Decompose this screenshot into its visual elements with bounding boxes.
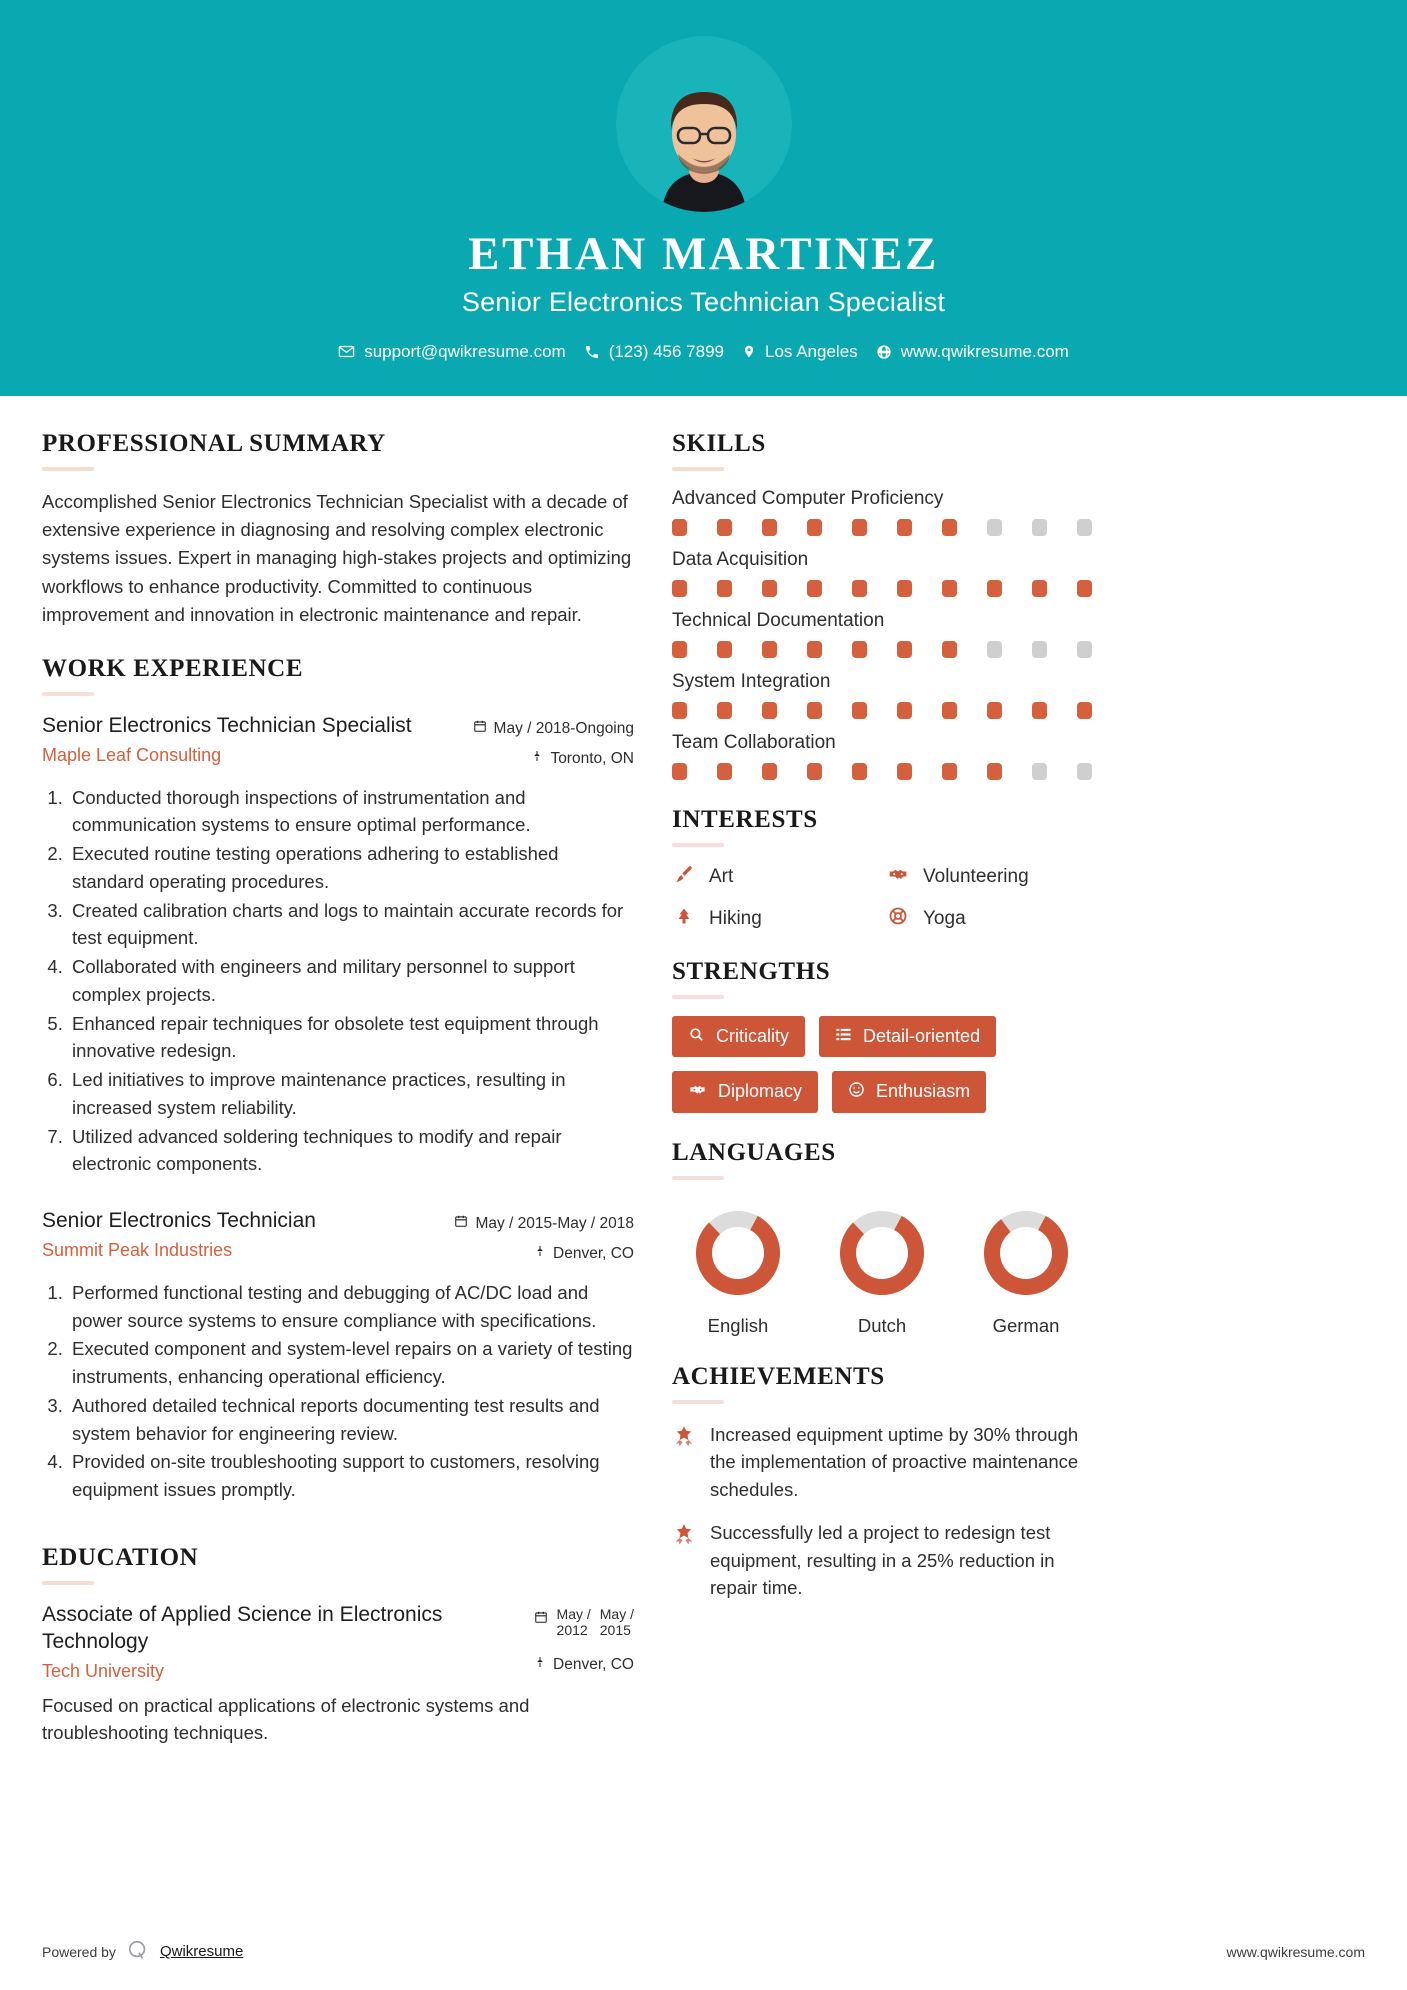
- skill-dot-empty: [1032, 763, 1047, 780]
- skill-dot-empty: [1032, 641, 1047, 658]
- skill-dot-filled: [897, 763, 912, 780]
- bullet-item: 4. Collaborated with engineers and military personnel to support complex projects.: [68, 953, 634, 1009]
- skill-name: Data Acquisition: [672, 548, 809, 570]
- edu-start-year: 2012: [556, 1622, 588, 1639]
- skill-dot-filled: [807, 580, 822, 597]
- bullet-item: 3. Created calibration charts and logs to maintain accurate records for test equipment.: [68, 897, 634, 953]
- paintbrush-icon: [672, 864, 696, 890]
- bullet-item: 2. Executed component and system-level repairs on a variety of testing instruments, enhancing operational efficiency.: [68, 1335, 634, 1391]
- contact-email[interactable]: [338, 342, 566, 362]
- skill-dot-filled: [1077, 702, 1092, 719]
- skill-item: [672, 488, 1092, 536]
- interests-grid: [672, 864, 1092, 932]
- language-donut-chart: [980, 1207, 1072, 1299]
- section-divider: [42, 692, 94, 696]
- handshake-icon: [886, 864, 910, 890]
- job-dates-text: May / 2018-Ongoing: [493, 720, 634, 738]
- section-divider: [42, 467, 94, 471]
- skill-dot-empty: [1077, 641, 1092, 658]
- bullet-item: 2. Executed routine testing operations adhering to established standard operating procedures.: [68, 840, 634, 896]
- interest-item: [886, 906, 1092, 932]
- lifebuoy-icon: [886, 906, 910, 932]
- handshake-icon: [688, 1081, 707, 1103]
- skill-dot-filled: [942, 763, 957, 780]
- contact-website[interactable]: [876, 342, 1069, 362]
- skill-dot-filled: [852, 580, 867, 597]
- contact-location[interactable]: [742, 342, 858, 362]
- company-name: Maple Leaf Consulting: [42, 744, 222, 765]
- section-work-experience: [42, 655, 634, 1504]
- right-column: [672, 430, 1092, 1917]
- skill-dot-filled: [897, 519, 912, 536]
- phone-icon: [584, 344, 600, 360]
- section-divider: [672, 1400, 724, 1404]
- skill-dot-filled: [807, 763, 822, 780]
- powered-by-block: [42, 1939, 243, 1964]
- calendar-icon: [454, 1212, 468, 1237]
- interest-item: [886, 864, 1092, 890]
- pin-icon: [534, 1653, 546, 1678]
- skill-dot-empty: [1077, 519, 1092, 536]
- language-item: [678, 1207, 798, 1337]
- avatar: [616, 36, 792, 212]
- interests-heading: INTERESTS: [672, 805, 818, 833]
- skill-dot-filled: [942, 641, 957, 658]
- star-badge-icon: [672, 1519, 696, 1549]
- section-professional-summary: [42, 430, 634, 629]
- strength-label: Detail-oriented: [863, 1025, 981, 1046]
- achievement-item: [672, 1519, 1092, 1601]
- strength-chip-diplomacy[interactable]: [672, 1071, 818, 1113]
- education-description: Focused on practical applications of electronic systems and troubleshooting techniques.: [42, 1694, 530, 1744]
- skill-dot-filled: [717, 519, 732, 536]
- section-interests: [672, 806, 1092, 932]
- skill-dot-filled: [762, 519, 777, 536]
- bullet-item: 1. Conducted thorough inspections of instrumentation and communication systems to ensure optimal performance.: [68, 784, 634, 840]
- job-dates: [454, 1212, 634, 1237]
- skill-dot-filled: [1077, 580, 1092, 597]
- skill-item: [672, 610, 1092, 658]
- education-location-text: Denver, CO: [553, 1655, 634, 1673]
- skill-name: Team Collaboration: [672, 731, 836, 753]
- page-title: ETHAN MARTINEZ: [468, 228, 939, 280]
- skill-dot-filled: [897, 702, 912, 719]
- skill-dot-filled: [897, 580, 912, 597]
- bullet-item: 3. Authored detailed technical reports documenting test results and system behavior for engineering review.: [68, 1392, 634, 1448]
- envelope-icon: [338, 343, 355, 360]
- section-education: [42, 1544, 634, 1747]
- job-title: Senior Electronics Technician: [42, 1209, 316, 1233]
- skill-dot-filled: [762, 580, 777, 597]
- section-divider: [42, 1581, 94, 1585]
- strength-label: Enthusiasm: [876, 1081, 971, 1102]
- contact-location-text: Los Angeles: [765, 341, 858, 361]
- job-bullets: [42, 784, 634, 1179]
- interest-label: Yoga: [923, 907, 966, 929]
- skill-dot-filled: [852, 519, 867, 536]
- interest-label: Art: [709, 865, 734, 887]
- language-label: Dutch: [857, 1315, 907, 1336]
- resume-footer: [0, 1917, 1407, 1990]
- strength-chip-criticality[interactable]: [672, 1016, 805, 1058]
- skill-dot-filled: [1032, 702, 1047, 719]
- strengths-heading: STRENGTHS: [672, 957, 831, 985]
- section-skills: [672, 430, 1092, 780]
- skill-dot-filled: [897, 641, 912, 658]
- skill-dot-empty: [1077, 763, 1092, 780]
- skill-dot-filled: [807, 641, 822, 658]
- job-title: Senior Electronics Technician Specialist: [42, 714, 412, 738]
- skill-dot-filled: [852, 763, 867, 780]
- contact-phone-text: (123) 456 7899: [608, 341, 725, 361]
- education-start-date: [557, 1606, 591, 1639]
- education-entry: [42, 1602, 634, 1747]
- skill-rating: [672, 763, 1092, 780]
- language-item: [822, 1207, 942, 1337]
- skill-dot-filled: [852, 641, 867, 658]
- work-entry: [42, 713, 634, 1178]
- skill-dot-filled: [672, 580, 687, 597]
- achievements-heading: ACHIEVEMENTS: [672, 1363, 885, 1390]
- interest-label: Hiking: [709, 907, 762, 929]
- language-label: German: [992, 1315, 1060, 1336]
- interest-label: Volunteering: [923, 865, 1029, 887]
- strength-chip-detail-oriented[interactable]: [819, 1016, 996, 1058]
- job-dates: [473, 717, 634, 742]
- skill-name: Advanced Computer Proficiency: [672, 487, 944, 509]
- powered-by-label: Powered by: [42, 1943, 116, 1960]
- education-dates: [534, 1606, 634, 1639]
- job-dates-text: May / 2015-May / 2018: [475, 1215, 634, 1233]
- skill-rating: [672, 641, 1092, 658]
- achievement-item: [672, 1421, 1092, 1503]
- skill-dot-filled: [987, 580, 1002, 597]
- skill-dot-filled: [717, 641, 732, 658]
- skill-dot-filled: [852, 702, 867, 719]
- contact-list: [0, 342, 1407, 362]
- skill-dot-filled: [807, 702, 822, 719]
- pin-icon: [531, 747, 543, 772]
- skill-dot-empty: [987, 519, 1002, 536]
- skill-dot-filled: [717, 580, 732, 597]
- star-badge-icon: [672, 1421, 696, 1451]
- search-icon: [688, 1026, 705, 1048]
- work-heading: WORK EXPERIENCE: [42, 655, 304, 683]
- skills-list: [672, 488, 1092, 780]
- interest-item: [672, 864, 878, 890]
- skill-rating: [672, 519, 1092, 536]
- skill-dot-empty: [987, 641, 1002, 658]
- education-location: [534, 1653, 634, 1678]
- skill-dot-filled: [672, 519, 687, 536]
- job-bullets: [42, 1279, 634, 1504]
- languages-list: [672, 1197, 1092, 1337]
- skill-item: [672, 732, 1092, 780]
- summary-text: Accomplished Senior Electronics Technician Specialist with a decade of extensive experience in diagnosing and resolving complex electronic systems issues. Expert in managing high-stakes projects and optimizing workflows to enhance productivity. Committed to continuous improvement and innovation in electronic maintenance and repair.: [42, 490, 632, 625]
- skills-heading: SKILLS: [672, 429, 766, 457]
- contact-email-text: support@qwikresume.com: [364, 341, 566, 361]
- section-divider: [672, 843, 724, 847]
- company-name: Summit Peak Industries: [42, 1240, 233, 1261]
- skill-rating: [672, 580, 1092, 597]
- edu-end-year: 2015: [599, 1622, 631, 1639]
- globe-icon: [876, 344, 892, 360]
- language-donut-chart: [836, 1207, 928, 1299]
- job-location-text: Toronto, ON: [550, 749, 634, 767]
- skill-rating: [672, 702, 1092, 719]
- section-strengths: [672, 958, 1092, 1113]
- qwikresume-brand-link[interactable]: Qwikresume: [159, 1943, 244, 1960]
- skill-dot-filled: [672, 763, 687, 780]
- skill-dot-filled: [1032, 580, 1047, 597]
- skill-dot-filled: [717, 702, 732, 719]
- education-end-date: [600, 1606, 634, 1639]
- footer-url[interactable]: www.qwikresume.com: [1226, 1943, 1365, 1960]
- job-location: [454, 1242, 634, 1267]
- skill-dot-filled: [942, 702, 957, 719]
- skill-dot-filled: [762, 763, 777, 780]
- job-location-text: Denver, CO: [553, 1245, 634, 1262]
- resume-header: [0, 0, 1407, 396]
- edu-start-month: May /: [556, 1605, 591, 1622]
- skill-dot-filled: [762, 641, 777, 658]
- list-icon: [835, 1026, 852, 1048]
- bullet-item: 6. Led initiatives to improve maintenance practices, resulting in increased system reliability.: [68, 1066, 634, 1122]
- tree-icon: [672, 906, 696, 932]
- summary-heading: PROFESSIONAL SUMMARY: [42, 429, 386, 457]
- section-divider: [672, 1176, 724, 1180]
- section-divider: [672, 467, 724, 471]
- achievement-text: Increased equipment uptime by 30% through the implementation of proactive maintenance schedules.: [710, 1424, 1079, 1500]
- skill-dot-filled: [672, 702, 687, 719]
- school-name: Tech University: [42, 1660, 165, 1681]
- bullet-item: 7. Utilized advanced soldering techniques to modify and repair electronic components.: [68, 1123, 634, 1179]
- qwikresume-logo-icon: [127, 1939, 149, 1964]
- strength-label: Criticality: [716, 1025, 790, 1046]
- skill-item: [672, 549, 1092, 597]
- languages-heading: LANGUAGES: [672, 1139, 836, 1166]
- bullet-item: 4. Provided on-site troubleshooting support to customers, resolving equipment issues promptly.: [68, 1448, 634, 1504]
- degree-title: Associate of Applied Science in Electronics Technology: [42, 1602, 443, 1653]
- skill-item: [672, 671, 1092, 719]
- achievement-text: Successfully led a project to redesign test equipment, resulting in a 25% reduction in repair time.: [710, 1522, 1055, 1598]
- job-role-subtitle: Senior Electronics Technician Specialist: [461, 286, 946, 317]
- bullet-item: 1. Performed functional testing and debugging of AC/DC load and power source systems to ensure compliance with specifications.: [68, 1279, 634, 1335]
- calendar-icon: [473, 717, 487, 742]
- skill-dot-filled: [672, 641, 687, 658]
- section-divider: [672, 995, 724, 999]
- calendar-icon: [534, 1606, 548, 1628]
- skill-name: System Integration: [672, 670, 831, 692]
- pin-icon: [534, 1242, 546, 1267]
- skill-dot-filled: [762, 702, 777, 719]
- education-heading: EDUCATION: [42, 1543, 199, 1571]
- location-pin-icon: [742, 343, 756, 360]
- strength-chip-enthusiasm[interactable]: [832, 1071, 986, 1113]
- skill-dot-filled: [987, 763, 1002, 780]
- interest-item: [672, 906, 878, 932]
- skill-dot-filled: [987, 702, 1002, 719]
- contact-phone[interactable]: [584, 342, 724, 362]
- skill-dot-filled: [717, 763, 732, 780]
- skill-dot-empty: [1032, 519, 1047, 536]
- left-column: [42, 430, 634, 1917]
- strength-label: Diplomacy: [718, 1081, 803, 1102]
- resume-body: [0, 396, 1407, 1917]
- language-label: English: [707, 1315, 769, 1336]
- job-location: [473, 747, 634, 772]
- strengths-list: [672, 1016, 1092, 1113]
- language-donut-chart: [692, 1207, 784, 1299]
- skill-dot-filled: [942, 519, 957, 536]
- edu-end-month: May /: [599, 1605, 634, 1622]
- contact-website-text: www.qwikresume.com: [900, 341, 1069, 361]
- skill-dot-filled: [807, 519, 822, 536]
- language-item: [966, 1207, 1086, 1337]
- work-entry: [42, 1208, 634, 1504]
- smiley-icon: [848, 1081, 865, 1103]
- section-languages: [672, 1139, 1092, 1337]
- bullet-item: 5. Enhanced repair techniques for obsolete test equipment through innovative redesign.: [68, 1010, 634, 1066]
- skill-name: Technical Documentation: [672, 609, 885, 631]
- skill-dot-filled: [942, 580, 957, 597]
- section-achievements: [672, 1363, 1092, 1601]
